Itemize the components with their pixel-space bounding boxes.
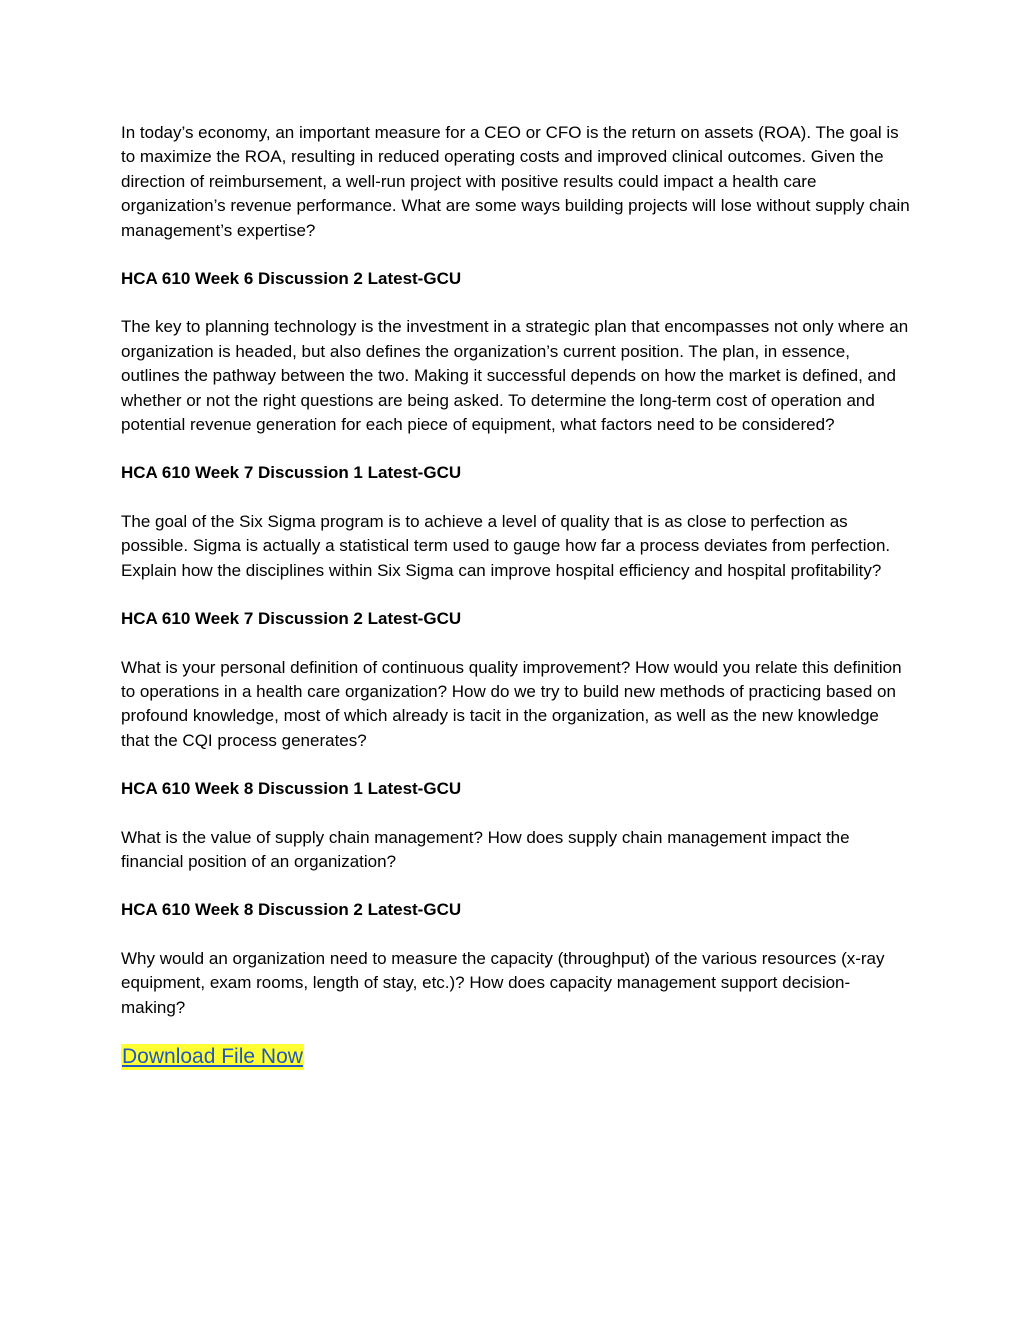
document-content bbox=[121, 121, 911, 1070]
section-body-week8-d1: What is the value of supply chain management? How does supply chain management impact the financial position of an organization? bbox=[121, 827, 850, 871]
section-heading-week8-d1: HCA 610 Week 8 Discussion 1 Latest-GCU bbox=[121, 779, 462, 799]
intro-paragraph: In today’s economy, an important measure for a CEO or CFO is the return on assets (ROA). The goal is to maximize the ROA, resulting in reduced operating costs and improved clinical outcomes. Given the direction of reimbursement, a well-run project with positive results could impact a health care organization’s revenue performance. What are some ways building projects will lose without supply chain management’s expertise? bbox=[121, 123, 910, 240]
section-heading-week7-d1: HCA 610 Week 7 Discussion 1 Latest-GCU bbox=[121, 463, 462, 483]
section-body-week7-d1: The goal of the Six Sigma program is to achieve a level of quality that is as close to perfection as possible. Sigma is actually a statistical term used to gauge how far a process deviates from perfection. Explain how the disciplines within Six Sigma can improve hospital efficiency and hospital profitability? bbox=[121, 511, 891, 580]
section-heading-week6-d2: HCA 610 Week 6 Discussion 2 Latest-GCU bbox=[121, 269, 462, 289]
section-body-week8-d2: Why would an organization need to measure the capacity (throughput) of the various resources (x-ray equipment, exam rooms, length of stay, etc.)? How does capacity management support decision-making? bbox=[121, 948, 885, 1017]
section-heading-week7-d2: HCA 610 Week 7 Discussion 2 Latest-GCU bbox=[121, 609, 462, 629]
download-container bbox=[121, 1044, 911, 1070]
section-body-week7-d2: What is your personal definition of continuous quality improvement? How would you relate this definition to operations in a health care organization? How do we try to build new methods of practicing based on profound knowledge, most of which already is tacit in the organization, as well as the new knowledge that the CQI process generates? bbox=[121, 657, 902, 750]
download-file-link[interactable]: Download File Now bbox=[122, 1044, 303, 1068]
section-heading-week8-d2: HCA 610 Week 8 Discussion 2 Latest-GCU bbox=[121, 900, 462, 920]
section-body-week6-d2: The key to planning technology is the investment in a strategic plan that encompasses not only where an organization is headed, but also defines the organization’s current position. The plan, in essence, outlines the pathway between the two. Making it successful depends on how the market is defined, and whether or not the right questions are being asked. To determine the long-term cost of operation and potential revenue generation for each piece of equipment, what factors need to be considered? bbox=[121, 317, 909, 435]
